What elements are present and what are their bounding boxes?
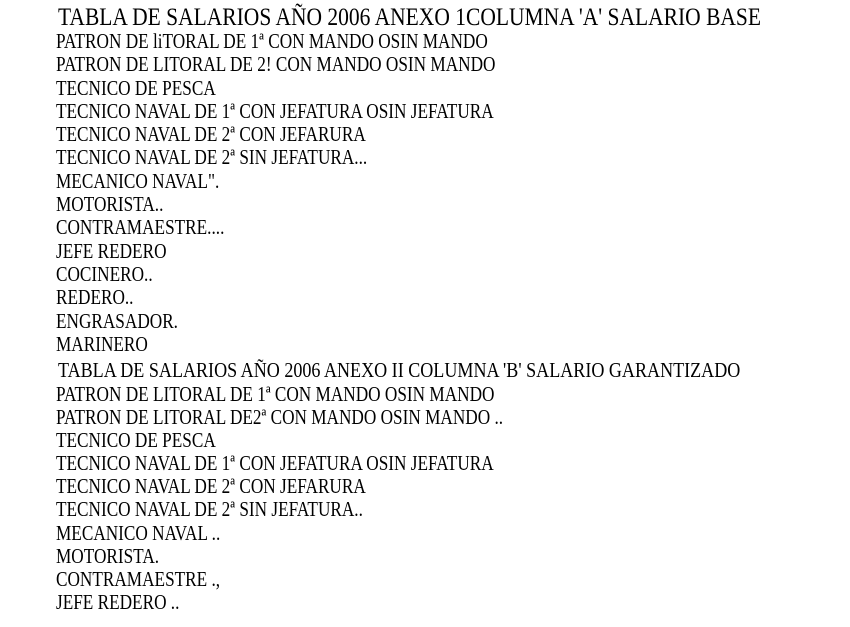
job-title-cell: MECANICO NAVAL .. — [56, 520, 221, 545]
job-title-cell: TECNICO DE PESCA — [56, 75, 216, 100]
job-title-cell: TECNICO DE PESCA — [56, 428, 216, 453]
job-title-cell: MECANICO NAVAL". — [56, 168, 220, 193]
job-title-cell: TECNICO NAVAL DE 2ª CON JEFARURA — [56, 474, 366, 499]
job-title-cell: PATRON DE LITORAL DE 2! CON MANDO OSIN MANDO — [56, 52, 496, 77]
job-title-cell: TECNICO NAVAL DE 1ª CON JEFATURA OSIN JEFATURA — [56, 98, 494, 123]
job-title-cell: MARINERO — [56, 331, 148, 356]
job-title-cell: PATRON DE liTORAL DE 1ª CON MANDO OSIN MANDO — [56, 29, 488, 53]
job-title-cell: CONTRAMAESTRE ., — [56, 566, 221, 591]
job-title-cell: CONTRAMAESTRE.... — [56, 215, 225, 240]
job-title-cell: JEFE REDERO .. — [56, 589, 180, 614]
job-title-cell: MOTORISTA. — [56, 543, 160, 568]
table-b-title: TABLA DE SALARIOS AÑO 2006 ANEXO II COLUMNA 'B' SALARIO GARANTIZADO — [58, 358, 741, 382]
job-title-cell: MOTORISTA.. — [56, 192, 164, 217]
job-title-cell: JEFE REDERO — [56, 238, 167, 263]
job-title-cell: COCINERO.. — [56, 261, 153, 286]
table-a-title: TABLA DE SALARIOS AÑO 2006 ANEXO 1COLUMNA 'A' SALARIO BASE — [58, 4, 762, 31]
job-title-cell: PATRON DE LITORAL DE 1ª CON MANDO OSIN MANDO — [56, 382, 495, 406]
job-title-cell: TECNICO NAVAL DE 1ª CON JEFATURA OSIN JEFATURA — [56, 451, 494, 476]
job-title-cell: PATRON DE LITORAL DE2ª CON MANDO OSIN MANDO .. — [56, 405, 504, 430]
job-title-cell: TECNICO NAVAL DE 2ª CON JEFARURA — [56, 122, 366, 147]
job-title-cell: REDERO.. — [56, 285, 134, 310]
job-title-cell: TECNICO NAVAL DE 2ª SIN JEFATURA.. — [56, 497, 363, 522]
job-title-cell: TECNICO NAVAL DE 2ª SIN JEFATURA... — [56, 145, 368, 170]
job-title-cell: ENGRASADOR. — [56, 308, 178, 333]
